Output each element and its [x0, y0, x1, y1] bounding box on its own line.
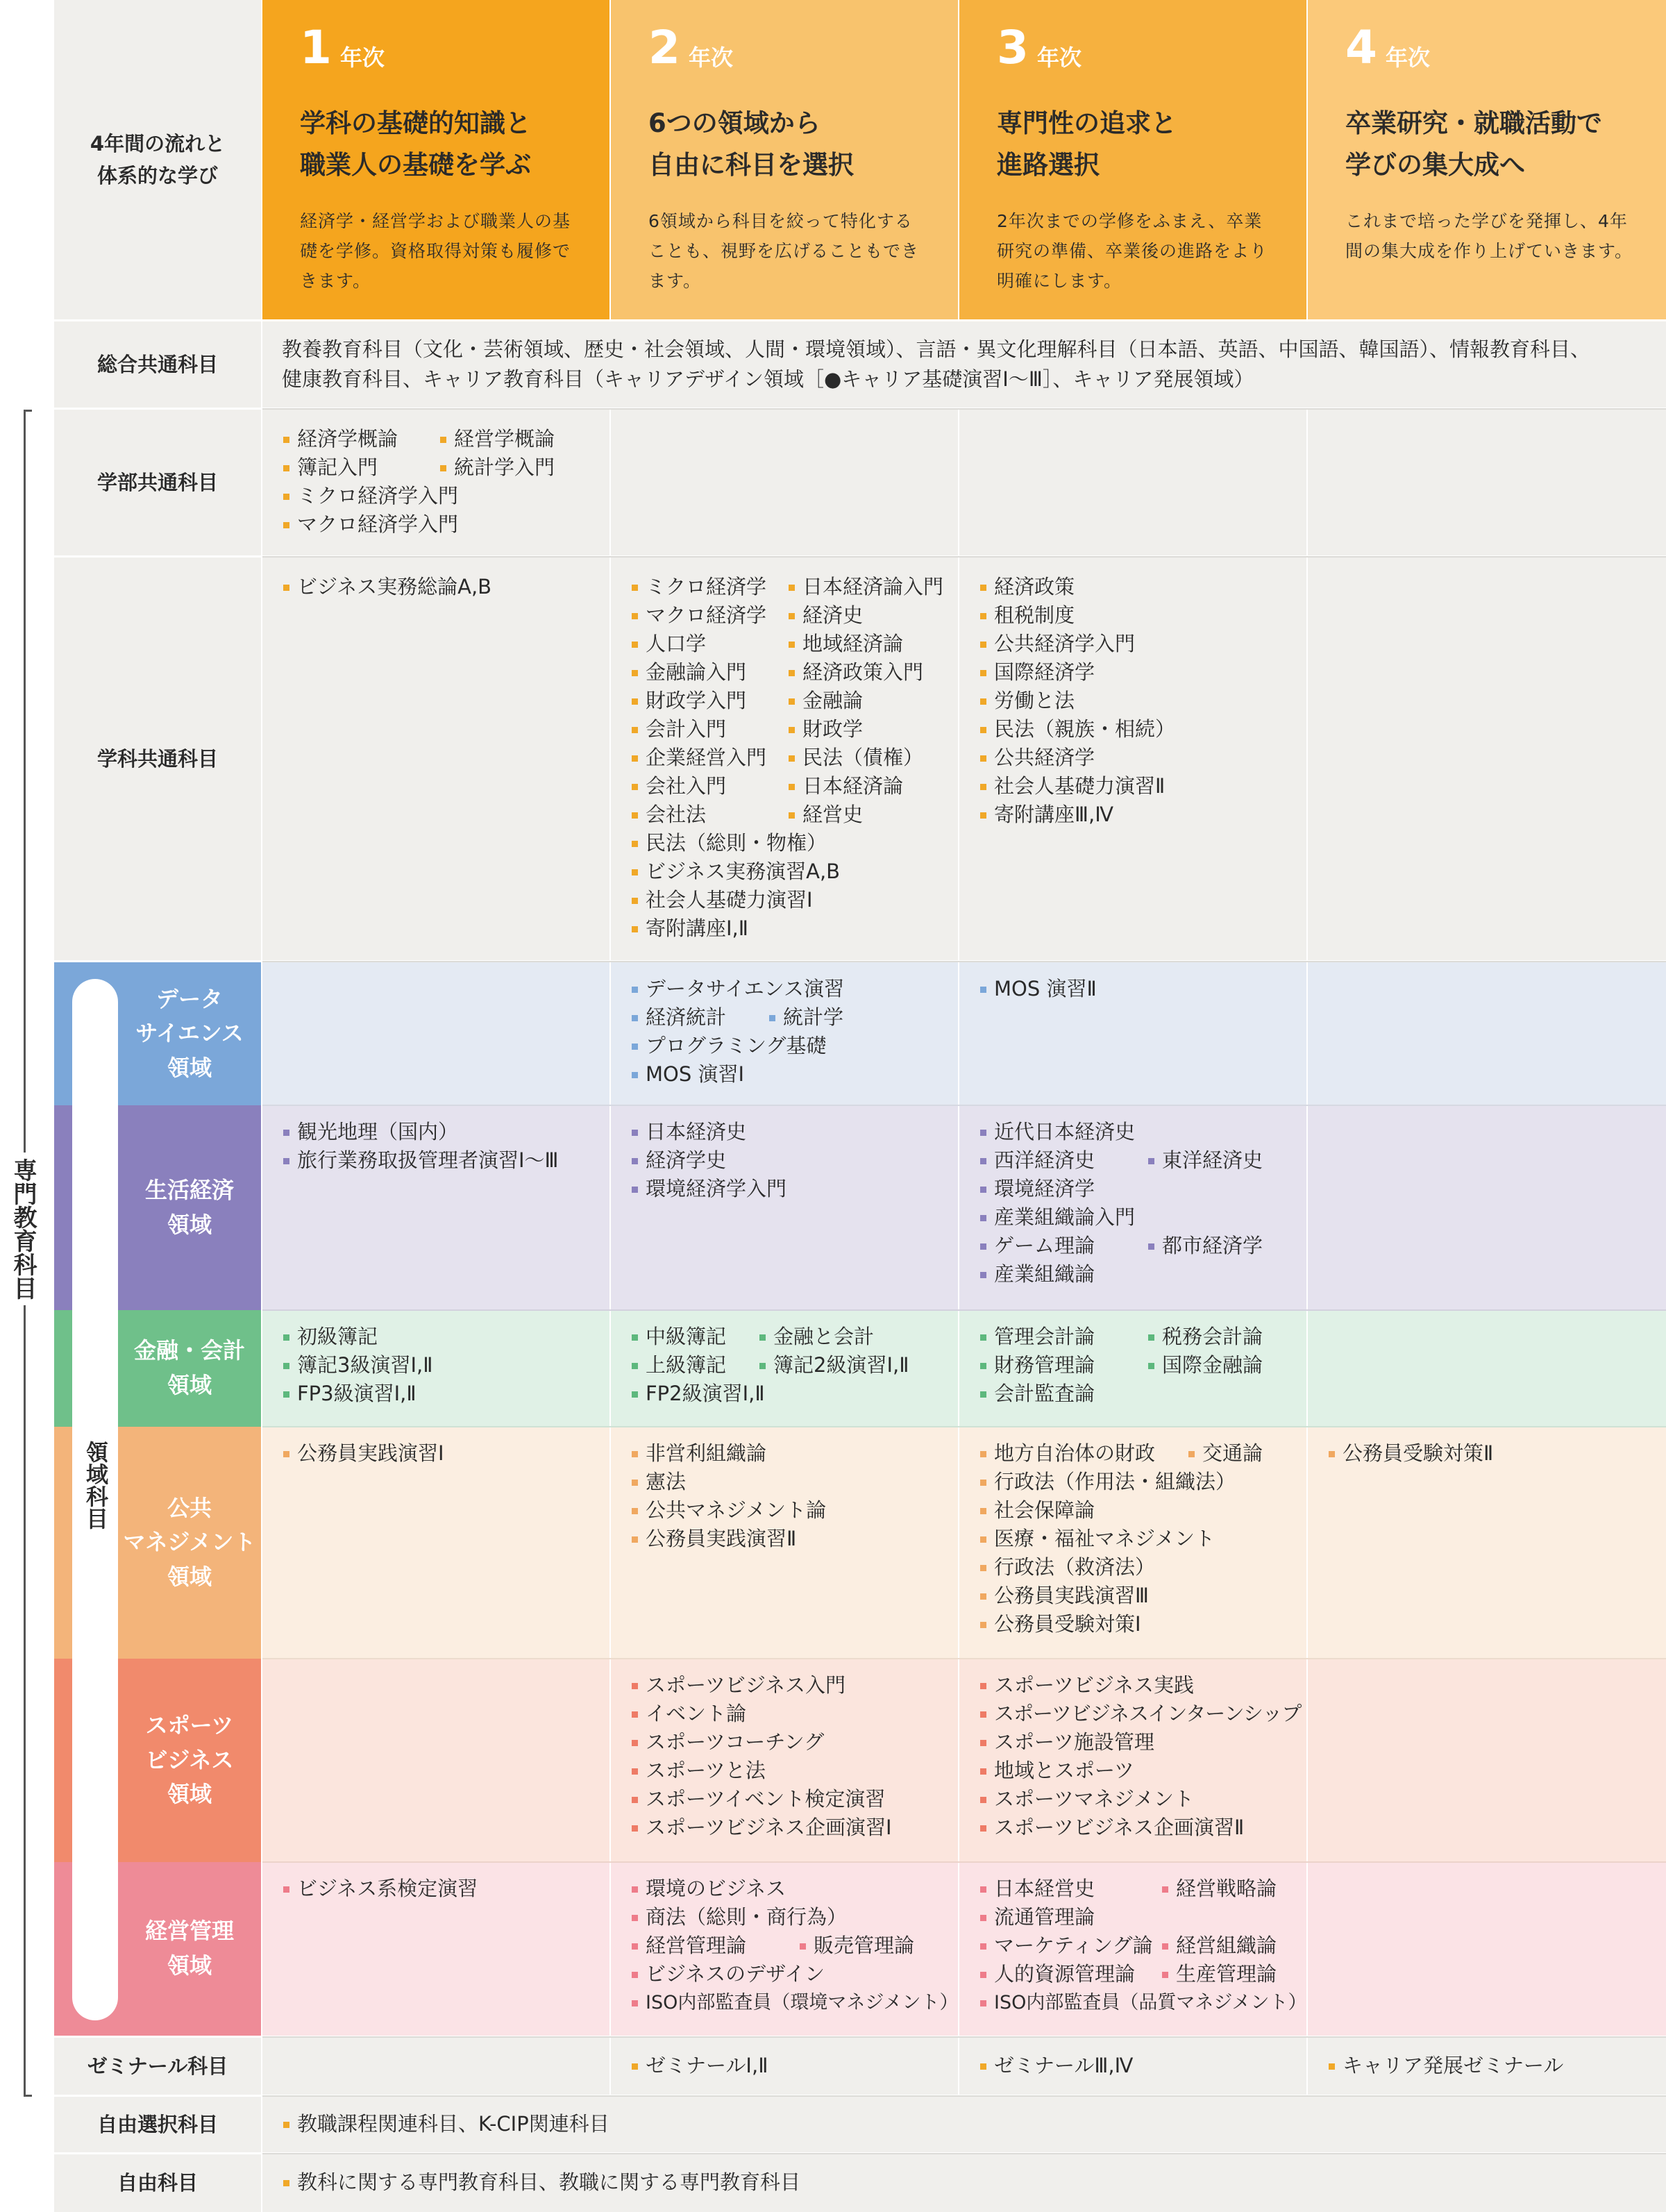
- divider: [262, 556, 1666, 558]
- sport-y1: [262, 1659, 609, 1862]
- list-item: 金融論: [789, 687, 863, 715]
- list-item: ビジネス系検定演習: [283, 1875, 478, 1903]
- pub-y3: [959, 1427, 1306, 1659]
- list-item: 近代日本経済史: [980, 1118, 1263, 1146]
- list-item: 公共経済学: [980, 744, 1175, 772]
- dept-y2: [611, 558, 958, 960]
- dept-y1: [262, 558, 609, 960]
- list-item: 環境経済学入門: [632, 1175, 786, 1203]
- list-item: 国際金融論: [1148, 1351, 1263, 1380]
- pub-y2: [611, 1427, 958, 1659]
- free-content: [262, 2154, 1666, 2212]
- list-item: 経済学概論: [283, 425, 440, 453]
- year2-header: 2 年次 6つの領域から 自由に科目を選択 6領域から科目を絞って特化することも、視野を広げることもできます。: [611, 0, 958, 319]
- domain-name-sport: スポーツ ビジネス 領域: [145, 1712, 234, 1808]
- list-item: 観光地理（国内）: [283, 1118, 559, 1146]
- fin-y1: [262, 1310, 609, 1427]
- list-item: 憲法: [632, 1468, 826, 1496]
- list-item: 医療・福祉マネジメント: [980, 1525, 1263, 1553]
- list-item: プログラミング基礎: [632, 1032, 844, 1060]
- list-item: ゼミナールⅢ,Ⅳ: [980, 2052, 1133, 2080]
- senmon-label: 専門教育科目: [11, 1153, 39, 1305]
- divider: [262, 2153, 1666, 2154]
- list-item: FP2級演習Ⅰ,Ⅱ: [632, 1380, 909, 1408]
- list-item: 環境のビジネス: [632, 1875, 959, 1903]
- list-item: 商法（総則・商行為）: [632, 1903, 959, 1932]
- divider: [262, 2036, 1666, 2038]
- list-item: 産業組織論入門: [980, 1203, 1263, 1232]
- general-label: 総合共通科目: [54, 321, 261, 408]
- list-item: スポーツと法: [632, 1757, 892, 1785]
- domain-name-life: 生活経済 領域: [144, 1176, 234, 1238]
- list-item: 非営利組織論: [632, 1439, 826, 1468]
- list-item: 地域経済論: [789, 630, 903, 658]
- list-item: 寄附講座Ⅲ,Ⅳ: [980, 801, 1175, 829]
- faculty-y4: [1308, 410, 1666, 555]
- list-item: ビジネスのデザイン: [632, 1960, 959, 1988]
- list-item: 社会人基礎力演習Ⅰ: [632, 886, 943, 914]
- list-item: 経済学史: [632, 1146, 786, 1175]
- seminar-y2: [611, 2038, 958, 2095]
- list-item: 民法（親族・相続）: [980, 715, 1175, 744]
- list-item: 日本経済論: [789, 772, 903, 801]
- divider: [262, 1861, 1666, 1863]
- list-item: 経営戦略論: [1162, 1875, 1277, 1903]
- list-item: 販売管理論: [800, 1932, 914, 1960]
- list-item: ミクロ経済学: [632, 573, 789, 601]
- list-item: 生産管理論: [1162, 1960, 1277, 1988]
- faculty-y3: [959, 410, 1306, 555]
- senmon-bracket-top: [24, 410, 32, 412]
- list-item: マクロ経済学: [632, 601, 789, 630]
- list-item: MOS 演習Ⅱ: [980, 975, 1097, 1003]
- list-item: 寄附講座Ⅰ,Ⅱ: [632, 914, 943, 943]
- list-item: 会社法: [632, 801, 789, 829]
- list-item: 日本経済論入門: [789, 573, 943, 601]
- ryoiki-label: 領域科目: [83, 1441, 109, 1530]
- list-item: スポーツビジネスインターンシップ: [980, 1700, 1301, 1728]
- dept-label: 学科共通科目: [54, 558, 261, 960]
- divider: [262, 1105, 1666, 1106]
- list-item: 経営史: [789, 801, 863, 829]
- list-item: 会計監査論: [980, 1380, 1263, 1408]
- list-item: 中級簿記: [632, 1323, 759, 1351]
- list-item: 社会保障論: [980, 1496, 1263, 1525]
- list-item: スポーツコーチング: [632, 1728, 892, 1757]
- list-item: 公務員実践演習Ⅱ: [632, 1525, 826, 1553]
- list-item: 国際経済学: [980, 658, 1175, 687]
- year4-title: 卒業研究・就職活動で 学びの集大成へ: [1345, 108, 1602, 181]
- free-elective-content: [262, 2097, 1666, 2152]
- divider: [262, 1658, 1666, 1659]
- mgmt-y2: [611, 1862, 958, 2036]
- list-item: ビジネス実務総論A,B: [283, 573, 491, 601]
- domain-name-mgmt: 経営管理 領域: [144, 1918, 234, 1979]
- list-item: 民法（総則・物権）: [632, 829, 943, 857]
- list-item: スポーツイベント検定演習: [632, 1785, 892, 1813]
- list-item: 社会人基礎力演習Ⅱ: [980, 772, 1175, 801]
- faculty-y1: [262, 410, 609, 555]
- list-item: スポーツ施設管理: [980, 1728, 1301, 1757]
- year4-header: 4 年次 卒業研究・就職活動で 学びの集大成へ これまで培った学びを発揮し、4年間の集大成を作り上げていきます。: [1308, 0, 1666, 319]
- list-item: ミクロ経済学入門: [283, 482, 555, 510]
- list-item: 地方自治体の財政: [980, 1439, 1188, 1468]
- dept-y4: [1308, 558, 1666, 960]
- list-item: 経営管理論: [632, 1932, 800, 1960]
- year2-desc: 6領域から科目を絞って特化することも、視野を広げることもできます。: [648, 210, 920, 291]
- faculty-label: 学部共通科目: [54, 410, 261, 555]
- list-item: マクロ経済学入門: [283, 510, 555, 539]
- sport-y3: [959, 1659, 1306, 1862]
- free-elective-label: 自由選択科目: [54, 2097, 261, 2152]
- year3-header: 3 年次 専門性の追求と 進路選択 2年次までの学修をふまえ、卒業研究の準備、卒業後の進路をより明確にします。: [959, 0, 1306, 319]
- list-item: 環境経済学: [980, 1175, 1263, 1203]
- divider: [262, 408, 1666, 410]
- list-item: 公務員受験対策Ⅰ: [980, 1610, 1263, 1639]
- ds-y2: [611, 962, 958, 1105]
- year4-desc: これまで培った学びを発揮し、4年間の集大成を作り上げていきます。: [1345, 210, 1633, 261]
- list-item: 公務員実践演習Ⅰ: [283, 1439, 444, 1468]
- domain-name-pub: 公共 マネジメント 領域: [123, 1494, 256, 1590]
- divider: [262, 1426, 1666, 1427]
- domain-name-fin: 金融・会計 領域: [133, 1337, 245, 1398]
- list-item: 税務会計論: [1148, 1323, 1263, 1351]
- list-item: 経営学概論: [440, 425, 555, 453]
- list-item: データサイエンス演習: [632, 975, 844, 1003]
- list-item: 民法（債権）: [789, 744, 923, 772]
- list-item: 公共経済学入門: [980, 630, 1175, 658]
- list-item: 労働と法: [980, 687, 1175, 715]
- list-item: イベント論: [632, 1700, 892, 1728]
- list-item: 財政学入門: [632, 687, 789, 715]
- domain-name-ds: データ サイエンス 領域: [135, 985, 244, 1081]
- list-item: 公共マネジメント論: [632, 1496, 826, 1525]
- list-item: 財政学: [789, 715, 863, 744]
- list-item: ビジネス実務演習A,B: [632, 857, 943, 886]
- list-item: ゲーム理論: [980, 1232, 1148, 1260]
- list-item: 公務員受験対策Ⅱ: [1329, 1439, 1493, 1468]
- list-item: 交通論: [1188, 1439, 1263, 1468]
- list-item: 日本経営史: [980, 1875, 1162, 1903]
- divider: [262, 961, 1666, 962]
- list-item: 財務管理論: [980, 1351, 1148, 1380]
- list-item: スポーツマネジメント: [980, 1785, 1301, 1813]
- sport-y2: [611, 1659, 958, 1862]
- divider: [262, 1309, 1666, 1311]
- list-item: 教科に関する専門教育科目、教職に関する専門教育科目: [283, 2168, 800, 2197]
- list-item: 流通管理論: [980, 1903, 1307, 1932]
- mgmt-y4: [1308, 1862, 1666, 2036]
- list-item: 経済統計: [632, 1003, 769, 1032]
- fin-y4: [1308, 1310, 1666, 1427]
- list-item: FP3級演習Ⅰ,Ⅱ: [283, 1380, 433, 1408]
- list-item: マーケティング論: [980, 1932, 1162, 1960]
- list-item: 経済政策: [980, 573, 1175, 601]
- list-item: 簿記2級演習Ⅰ,Ⅱ: [759, 1351, 909, 1380]
- seminar-y4: [1308, 2038, 1666, 2095]
- list-item: スポーツビジネス入門: [632, 1671, 892, 1700]
- list-item: 上級簿記: [632, 1351, 759, 1380]
- list-item: 公務員実践演習Ⅲ: [980, 1582, 1263, 1610]
- pub-y4: [1308, 1427, 1666, 1659]
- life-y1: [262, 1105, 609, 1310]
- list-item: 初級簿記: [283, 1323, 433, 1351]
- faculty-y2: [611, 410, 958, 555]
- list-item: 教職課程関連科目、K-CIP関連科目: [283, 2110, 609, 2138]
- year3-desc: 2年次までの学修をふまえ、卒業研究の準備、卒業後の進路をより明確にします。: [997, 210, 1268, 291]
- mgmt-y3: [959, 1862, 1306, 2036]
- seminar-label: ゼミナール科目: [54, 2038, 261, 2095]
- list-item: ゼミナールⅠ,Ⅱ: [632, 2052, 768, 2080]
- year1-title: 学科の基礎的知識と 職業人の基礎を学ぶ: [300, 108, 531, 181]
- list-item: キャリア発展ゼミナール: [1329, 2052, 1563, 2080]
- sport-y4: [1308, 1659, 1666, 1862]
- list-item: ISO内部監査員（環境マネジメント）: [632, 1988, 959, 2017]
- general-content: 教養教育科目（文化・芸術領域、歴史・社会領域、人間・環境領域）、言語・異文化理解科目（日本語、英語、中国語、韓国語）、情報教育科目、 健康教育科目、キャリア教育科目（キャリアデザイン領域［●キャリア基礎演習Ⅰ〜Ⅲ］、キャリア発展領域）: [262, 321, 1666, 408]
- list-item: 統計学: [769, 1003, 843, 1032]
- list-item: スポーツビジネス企画演習Ⅱ: [980, 1813, 1301, 1842]
- list-item: スポーツビジネス企画演習Ⅰ: [632, 1813, 892, 1842]
- list-item: 東洋経済史: [1148, 1146, 1263, 1175]
- list-item: 西洋経済史: [980, 1146, 1148, 1175]
- list-item: 人的資源管理論: [980, 1960, 1162, 1988]
- seminar-y3: [959, 2038, 1306, 2095]
- list-item: MOS 演習Ⅰ: [632, 1060, 844, 1089]
- fin-y3: [959, 1310, 1306, 1427]
- list-item: 金融と会計: [759, 1323, 874, 1351]
- list-item: 企業経営入門: [632, 744, 789, 772]
- list-item: 人口学: [632, 630, 789, 658]
- list-item: スポーツビジネス実践: [980, 1671, 1301, 1700]
- year2-title: 6つの領域から 自由に科目を選択: [648, 108, 854, 181]
- list-item: 簿記3級演習Ⅰ,Ⅱ: [283, 1351, 433, 1380]
- list-item: 産業組織論: [980, 1260, 1263, 1289]
- ds-y1: [262, 962, 609, 1105]
- fin-y2: [611, 1310, 958, 1427]
- list-item: 経済政策入門: [789, 658, 923, 687]
- flow-label: 4年間の流れと 体系的な学び: [54, 0, 261, 319]
- free-label: 自由科目: [54, 2154, 261, 2212]
- life-y4: [1308, 1105, 1666, 1310]
- list-item: 簿記入門: [283, 453, 440, 482]
- list-item: 行政法（作用法・組織法）: [980, 1468, 1263, 1496]
- list-item: 租税制度: [980, 601, 1175, 630]
- list-item: 地域とスポーツ: [980, 1757, 1301, 1785]
- list-item: 経営組織論: [1162, 1932, 1277, 1960]
- ds-y4: [1308, 962, 1666, 1105]
- life-y2: [611, 1105, 958, 1310]
- mgmt-y1: [262, 1862, 609, 2036]
- year3-title: 専門性の追求と 進路選択: [997, 108, 1177, 181]
- ds-y3: [959, 962, 1306, 1105]
- list-item: 日本経済史: [632, 1118, 786, 1146]
- list-item: 経済史: [789, 601, 863, 630]
- list-item: 金融論入門: [632, 658, 789, 687]
- year1-header: 1 年次 学科の基礎的知識と 職業人の基礎を学ぶ 経済学・経営学および職業人の基礎を学修。資格取得対策も履修できます。: [262, 0, 609, 319]
- seminar-y1: [262, 2038, 609, 2095]
- life-y3: [959, 1105, 1306, 1310]
- list-item: 旅行業務取扱管理者演習Ⅰ〜Ⅲ: [283, 1146, 559, 1175]
- divider: [262, 2095, 1666, 2097]
- list-item: 管理会計論: [980, 1323, 1148, 1351]
- list-item: ISO内部監査員（品質マネジメント）: [980, 1988, 1307, 2017]
- list-item: 統計学入門: [440, 453, 555, 482]
- pub-y1: [262, 1427, 609, 1659]
- year1-desc: 経済学・経営学および職業人の基礎を学修。資格取得対策も履修できます。: [300, 210, 571, 291]
- senmon-bracket-bottom: [24, 2095, 32, 2097]
- list-item: 会社入門: [632, 772, 789, 801]
- list-item: 都市経済学: [1148, 1232, 1263, 1260]
- list-item: 会計入門: [632, 715, 789, 744]
- list-item: 行政法（救済法）: [980, 1553, 1263, 1582]
- dept-y3: [959, 558, 1306, 960]
